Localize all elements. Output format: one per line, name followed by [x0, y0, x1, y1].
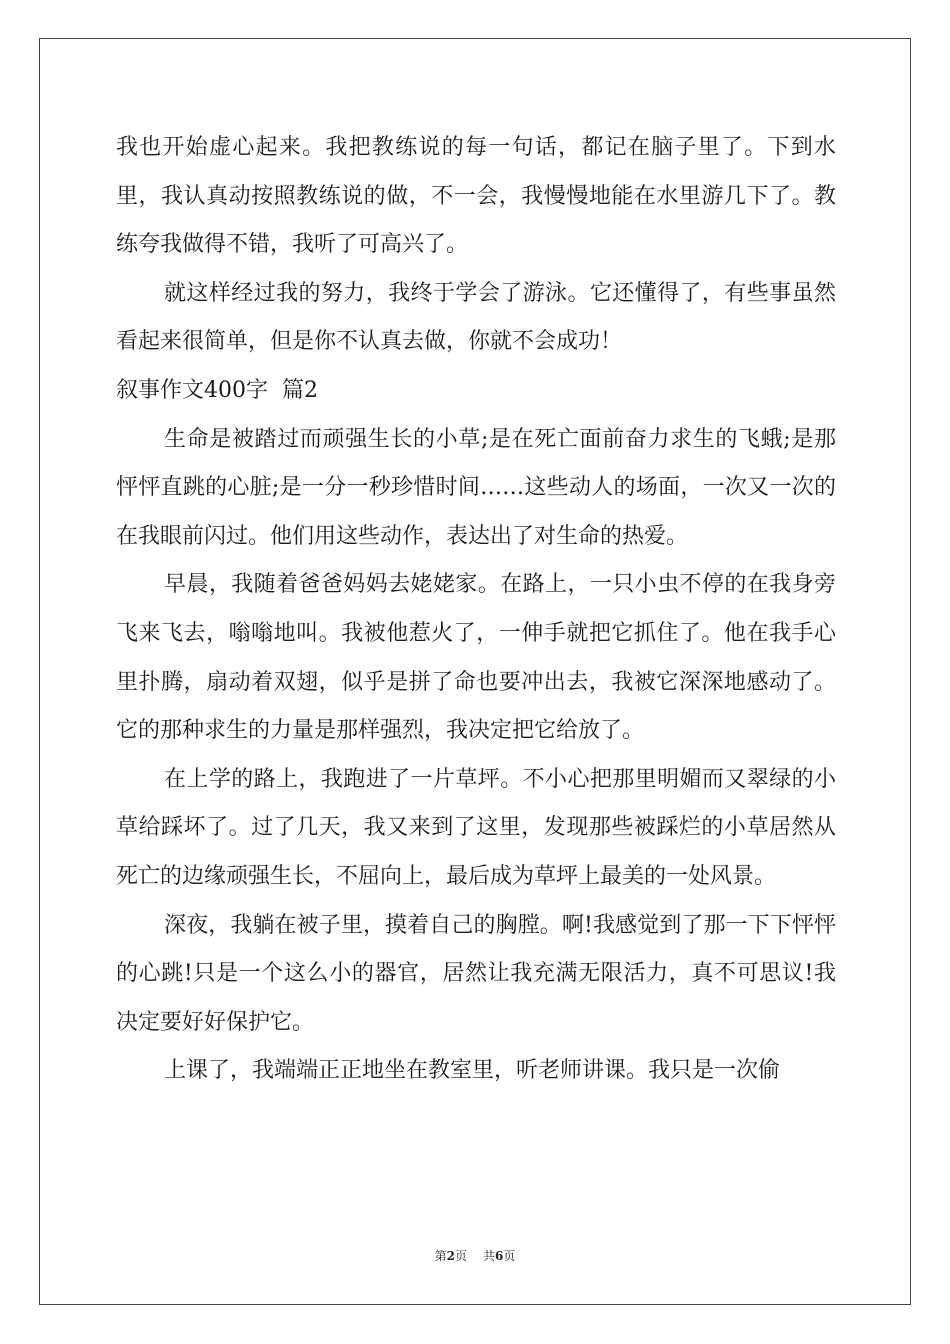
total-pages: 6 [495, 1249, 504, 1263]
paragraph-4: 早晨，我随着爸爸妈妈去姥姥家。在路上，一只小虫不停的在我身旁飞来飞去，嗡嗡地叫。我被他惹火了，一伸手就把它抓住了。他在我手心里扑腾，扇动着双翅，似乎是拼了命也要冲出去，我被它深深地感动了。它的那种求生的力量是那样强烈，我决定把它给放了。 [116, 572, 836, 744]
paragraph-5: 在上学的路上，我跑进了一片草坪。不小心把那里明媚而又翠绿的小草给踩坏了。过了几天，我又来到了这里，发现那些被踩烂的小草居然从死亡的边缘顽强生长，不屈向上，最后成为草坪上最美的一处风景。 [116, 766, 836, 889]
paragraph-6: 深夜，我躺在被子里，摸着自己的胸膛。啊!我感觉到了那一下下怦怦的心跳!只是一个这么小的器官，居然让我充满无限活力，真不可思议!我决定要好好保护它。 [116, 912, 836, 1035]
page-number: 2 [446, 1249, 455, 1263]
paragraph-3: 生命是被踏过而顽强生长的小草;是在死亡面前奋力求生的飞蛾;是那怦怦直跳的心脏;是一分一秒珍惜时间……这些动人的场面，一次又一次的在我眼前闪过。他们用这些动作，表达出了对生命的热爱。 [116, 426, 836, 549]
page-prefix: 第 [434, 1249, 447, 1263]
paragraph-1: 我也开始虚心起来。我把教练说的每一句话，都记在脑子里了。下到水里，我认真动按照教练说的做，不一会，我慢慢地能在水里游几下了。教练夸我做得不错，我听了可高兴了。 [116, 135, 836, 258]
section-heading: 叙事作文400字 篇2 [116, 377, 318, 403]
page-footer [0, 1248, 950, 1264]
total-prefix: 共 [483, 1249, 496, 1263]
document-body [116, 124, 836, 1096]
total-suffix: 页 [503, 1249, 516, 1263]
page-suffix: 页 [454, 1249, 467, 1263]
paragraph-2: 就这样经过我的努力，我终于学会了游泳。它还懂得了，有些事虽然看起来很简单，但是你不认真去做，你就不会成功！ [116, 280, 836, 355]
paragraph-7: 上课了，我端端正正地坐在教室里，听老师讲课。我只是一次偷 [164, 1058, 781, 1084]
